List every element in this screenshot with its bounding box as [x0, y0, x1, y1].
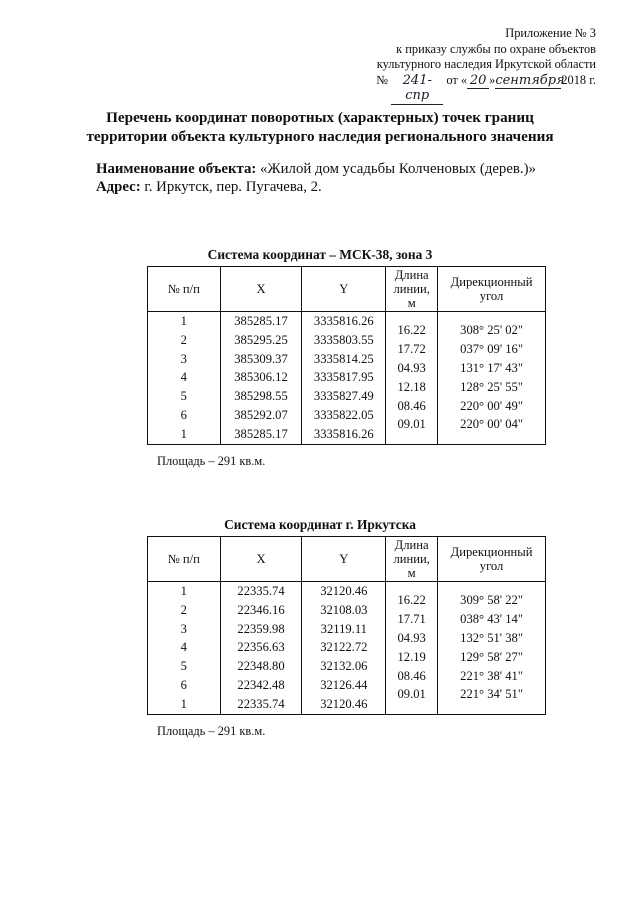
point-y: 32122.72 — [320, 640, 368, 655]
table-header-row — [148, 537, 546, 582]
segment-length: 12.18 — [397, 379, 426, 394]
point-x: 22335.74 — [237, 696, 285, 711]
annex-line-3: культурного наследия Иркутской области — [376, 57, 596, 72]
point-x: 385285.17 — [234, 426, 288, 441]
point-x: 385292.07 — [234, 407, 288, 422]
segment-angle: 132° 51' 38" — [460, 630, 523, 645]
point-x: 22359.98 — [237, 621, 285, 636]
header-direction: Дирекционный угол — [438, 267, 546, 312]
point-y: 3335803.55 — [313, 332, 374, 347]
table-body-row — [148, 582, 546, 715]
point-number: 2 — [180, 332, 187, 347]
table-caption-irkutsk: Система координат г. Иркутска — [224, 517, 416, 532]
point-x: 385298.55 — [234, 389, 288, 404]
point-y: 32119.11 — [320, 621, 367, 636]
point-number: 1 — [180, 696, 187, 711]
table-body-row — [148, 312, 546, 445]
title-line-2: территории объекта культурного наследия регионального значения — [86, 128, 554, 145]
from-word: от « — [446, 72, 468, 87]
segment-length: 16.22 — [397, 323, 426, 338]
point-y: 32126.44 — [320, 677, 368, 692]
segment-length: 04.93 — [397, 630, 426, 645]
point-x: 385285.17 — [234, 314, 288, 328]
point-y: 3335817.95 — [313, 370, 374, 385]
point-y: 3335822.05 — [313, 407, 374, 422]
order-reference — [376, 73, 596, 105]
segment-length: 08.46 — [397, 398, 426, 413]
segment-angle: 221° 38' 41" — [460, 668, 523, 683]
point-y: 32120.46 — [320, 584, 368, 598]
point-number: 1 — [180, 584, 187, 598]
object-name-label: Наименование объекта: — [96, 161, 257, 177]
header-direction: Дирекционный угол — [438, 537, 546, 582]
annex-header — [376, 26, 596, 105]
coordinates-table-msk38 — [147, 266, 546, 445]
annex-line-2: к приказу службы по охране объектов — [396, 41, 596, 56]
segment-angle: 128° 25' 55" — [460, 379, 523, 394]
point-number: 3 — [180, 621, 187, 636]
object-address-row — [96, 178, 536, 196]
annex-line-1: Приложение № 3 — [505, 26, 596, 40]
point-y: 3335814.25 — [313, 351, 374, 366]
point-number: 5 — [180, 389, 187, 404]
object-address-label: Адрес: — [96, 179, 141, 196]
point-y: 3335816.26 — [313, 314, 374, 328]
point-x: 22335.74 — [237, 584, 285, 598]
point-x: 385306.12 — [234, 370, 288, 385]
segment-angle: 309° 58' 22" — [460, 593, 523, 608]
number-sign: № — [376, 72, 389, 87]
segment-angle: 220° 00' 49" — [460, 398, 523, 413]
table-header-row — [148, 267, 546, 312]
point-x: 22342.48 — [237, 677, 285, 692]
order-year: 2018 г. — [561, 72, 596, 87]
segment-length: 09.01 — [397, 687, 426, 702]
header-length: Длина линии, м — [386, 267, 438, 312]
segment-angle: 037° 09' 16" — [460, 342, 523, 357]
coordinates-table-irkutsk — [147, 536, 546, 715]
header-num: № п/п — [148, 537, 221, 582]
point-number: 1 — [180, 314, 187, 328]
order-number: 241-спр — [391, 73, 443, 105]
point-number: 5 — [180, 659, 187, 674]
point-number: 6 — [180, 677, 187, 692]
segment-length: 17.72 — [397, 342, 426, 357]
point-x: 385295.25 — [234, 332, 288, 347]
point-y: 3335827.49 — [313, 389, 374, 404]
segment-length: 08.46 — [397, 668, 426, 683]
point-x: 385309.37 — [234, 351, 288, 366]
point-x: 22348.80 — [237, 659, 285, 674]
point-x: 22346.16 — [237, 602, 285, 617]
point-number: 3 — [180, 351, 187, 366]
header-num: № п/п — [148, 267, 221, 312]
header-x: X — [220, 537, 302, 582]
object-name-row — [96, 160, 536, 178]
point-y: 3335816.26 — [313, 426, 374, 441]
point-number: 4 — [180, 640, 187, 655]
point-y: 32108.03 — [320, 602, 368, 617]
title-line-1: Перечень координат поворотных (характерных) точек границ — [106, 109, 534, 126]
segment-length: 09.01 — [397, 417, 426, 432]
header-y: Y — [302, 267, 386, 312]
point-y: 32132.06 — [320, 659, 368, 674]
object-address-value: г. Иркутск, пер. Пугачева, 2. — [140, 179, 322, 196]
segment-angle: 131° 17' 43" — [460, 360, 523, 375]
segment-angle: 220° 00' 04" — [460, 417, 523, 432]
segment-length: 17.71 — [397, 612, 426, 627]
point-y: 32120.46 — [320, 696, 368, 711]
header-y: Y — [302, 537, 386, 582]
point-number: 1 — [180, 426, 187, 441]
header-x: X — [220, 267, 302, 312]
point-x: 22356.63 — [237, 640, 285, 655]
segment-angle: 038° 43' 14" — [460, 612, 523, 627]
segment-length: 04.93 — [397, 360, 426, 375]
segment-angle: 308° 25' 02" — [460, 323, 523, 338]
order-day: 20 — [467, 73, 489, 90]
document-title — [0, 108, 640, 146]
segment-angle: 129° 58' 27" — [460, 649, 523, 664]
point-number: 2 — [180, 602, 187, 617]
order-month: сентября — [495, 72, 565, 88]
quote-close: » — [489, 72, 496, 87]
object-info — [96, 160, 536, 197]
area-note-msk38: Площадь – 291 кв.м. — [157, 454, 266, 468]
header-length: Длина линии, м — [386, 537, 438, 582]
segment-length: 16.22 — [397, 593, 426, 608]
area-note-irkutsk: Площадь – 291 кв.м. — [157, 724, 266, 738]
table-caption-msk38: Система координат – МСК-38, зона 3 — [207, 247, 433, 262]
segment-angle: 221° 34' 51" — [460, 687, 523, 702]
point-number: 4 — [180, 370, 187, 385]
point-number: 6 — [180, 407, 187, 422]
object-name-value: «Жилой дом усадьбы Колченовых (дерев.)» — [256, 161, 536, 177]
segment-length: 12.19 — [397, 649, 426, 664]
